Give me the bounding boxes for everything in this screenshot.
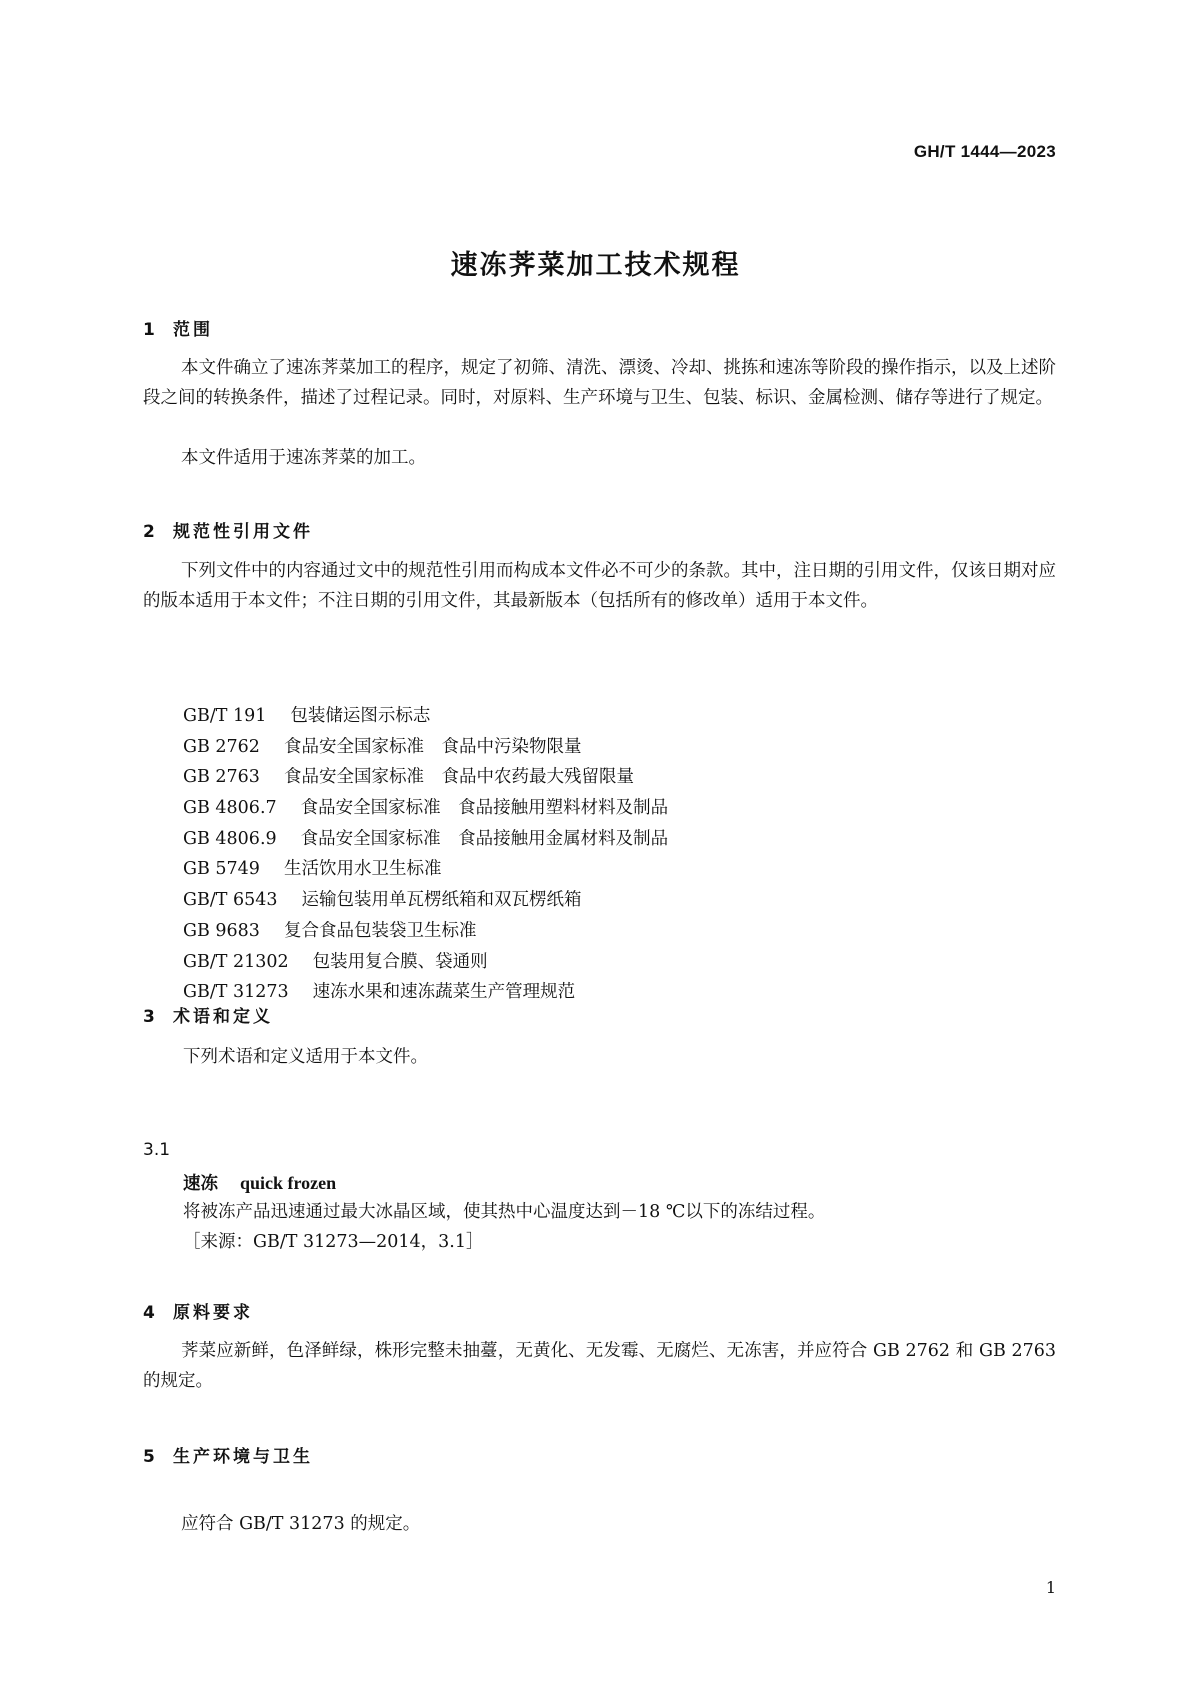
ref-code: GB/T 6543: [183, 890, 278, 911]
ref-code: GB/T 191: [183, 706, 267, 726]
ref-name: 运输包装用单瓦楞纸箱和双瓦楞纸箱: [301, 890, 582, 911]
scope-applicability: 本文件适用于速冻荠菜的加工。: [181, 448, 426, 468]
section-title: 原料要求: [173, 1303, 253, 1323]
section-heading-normative-references: [143, 517, 313, 542]
term-en: quick frozen: [240, 1173, 337, 1193]
section-title: 规范性引用文件: [173, 522, 313, 542]
ref-code: GB 2763: [183, 767, 260, 788]
section-number: 5: [143, 1447, 155, 1467]
environment-paragraph: 应符合 GB/T 31273 的规定。: [181, 1514, 421, 1534]
standard-code: GH/T 1444—2023: [913, 142, 1056, 161]
scope-paragraph: 本文件确立了速冻荠菜加工的程序，规定了初筛、清洗、漂烫、冷却、挑拣和速冻等阶段的操作指示，以及上述阶段之间的转换条件，描述了过程记录。同时，对原料、生产环境与卫生、包装、标识、金属检测、储存等进行了规定。: [143, 358, 1056, 408]
term-zh: 速冻: [183, 1174, 218, 1194]
section-title: 生产环境与卫生: [173, 1447, 313, 1467]
term-number: 3.1: [143, 1140, 171, 1160]
list-item: [183, 824, 668, 855]
ref-code: GB/T 31273: [183, 982, 289, 1003]
list-item: [183, 885, 668, 916]
ref-name: 包装储运图示标志: [290, 706, 431, 726]
term-heading: [183, 1170, 336, 1195]
section-heading-terms: [143, 1002, 273, 1027]
ref-code: GB 4806.9: [183, 828, 277, 849]
ref-name: 食品安全国家标准 食品中农药最大残留限量: [283, 767, 634, 788]
section-heading-environment: [143, 1442, 313, 1467]
ref-code: GB 5749: [183, 859, 260, 880]
section-number: 4: [143, 1303, 155, 1323]
ref-code: GB 4806.7: [183, 798, 277, 819]
ref-name: 速冻水果和速冻蔬菜生产管理规范: [312, 982, 576, 1003]
section-number: 3: [143, 1007, 155, 1027]
ref-name: 生活饮用水卫生标准: [283, 859, 442, 880]
ref-code: GB 9683: [183, 920, 260, 941]
ref-code: GB/T 21302: [183, 951, 289, 972]
ref-name: 食品安全国家标准 食品中污染物限量: [283, 736, 582, 757]
section-title: 术语和定义: [173, 1007, 273, 1027]
ref-name: 食品安全国家标准 食品接触用金属材料及制品: [300, 828, 669, 849]
page-number: 1: [1045, 1578, 1056, 1597]
ref-name: 食品安全国家标准 食品接触用塑料材料及制品: [300, 798, 669, 819]
section-title: 范围: [173, 320, 213, 340]
section-number: 1: [143, 320, 155, 340]
term-definition: 将被冻产品迅速通过最大冰晶区域，使其热中心温度达到－18 ℃以下的冻结过程。: [183, 1202, 826, 1222]
section-heading-raw-materials: [143, 1298, 253, 1323]
terms-intro: 下列术语和定义适用于本文件。: [183, 1047, 428, 1067]
ref-name: 包装用复合膜、袋通则: [312, 951, 488, 972]
term-source: ［来源：GB/T 31273—2014，3.1］: [183, 1232, 484, 1252]
ref-name: 复合食品包装袋卫生标准: [283, 920, 477, 941]
list-item: [183, 732, 668, 763]
reference-list: [183, 701, 668, 1008]
list-item: [183, 916, 668, 947]
ref-code: GB 2762: [183, 736, 260, 757]
raw-materials-paragraph: 荠菜应新鲜，色泽鲜绿，株形完整未抽薹，无黄化、无发霉、无腐烂、无冻害，并应符合 GB 2762 和 GB 2763 的规定。: [143, 1341, 1056, 1391]
list-item: [183, 947, 668, 978]
list-item: [183, 793, 668, 824]
list-item: [183, 701, 668, 732]
section-heading-scope: [143, 315, 213, 340]
section-number: 2: [143, 522, 155, 542]
document-title: 速冻荠菜加工技术规程: [450, 250, 741, 281]
list-item: [183, 762, 668, 793]
list-item: [183, 854, 668, 885]
references-paragraph: 下列文件中的内容通过文中的规范性引用而构成本文件必不可少的条款。其中，注日期的引用文件，仅该日期对应的版本适用于本文件；不注日期的引用文件，其最新版本（包括所有的修改单）适用于本文件。: [143, 561, 1056, 611]
